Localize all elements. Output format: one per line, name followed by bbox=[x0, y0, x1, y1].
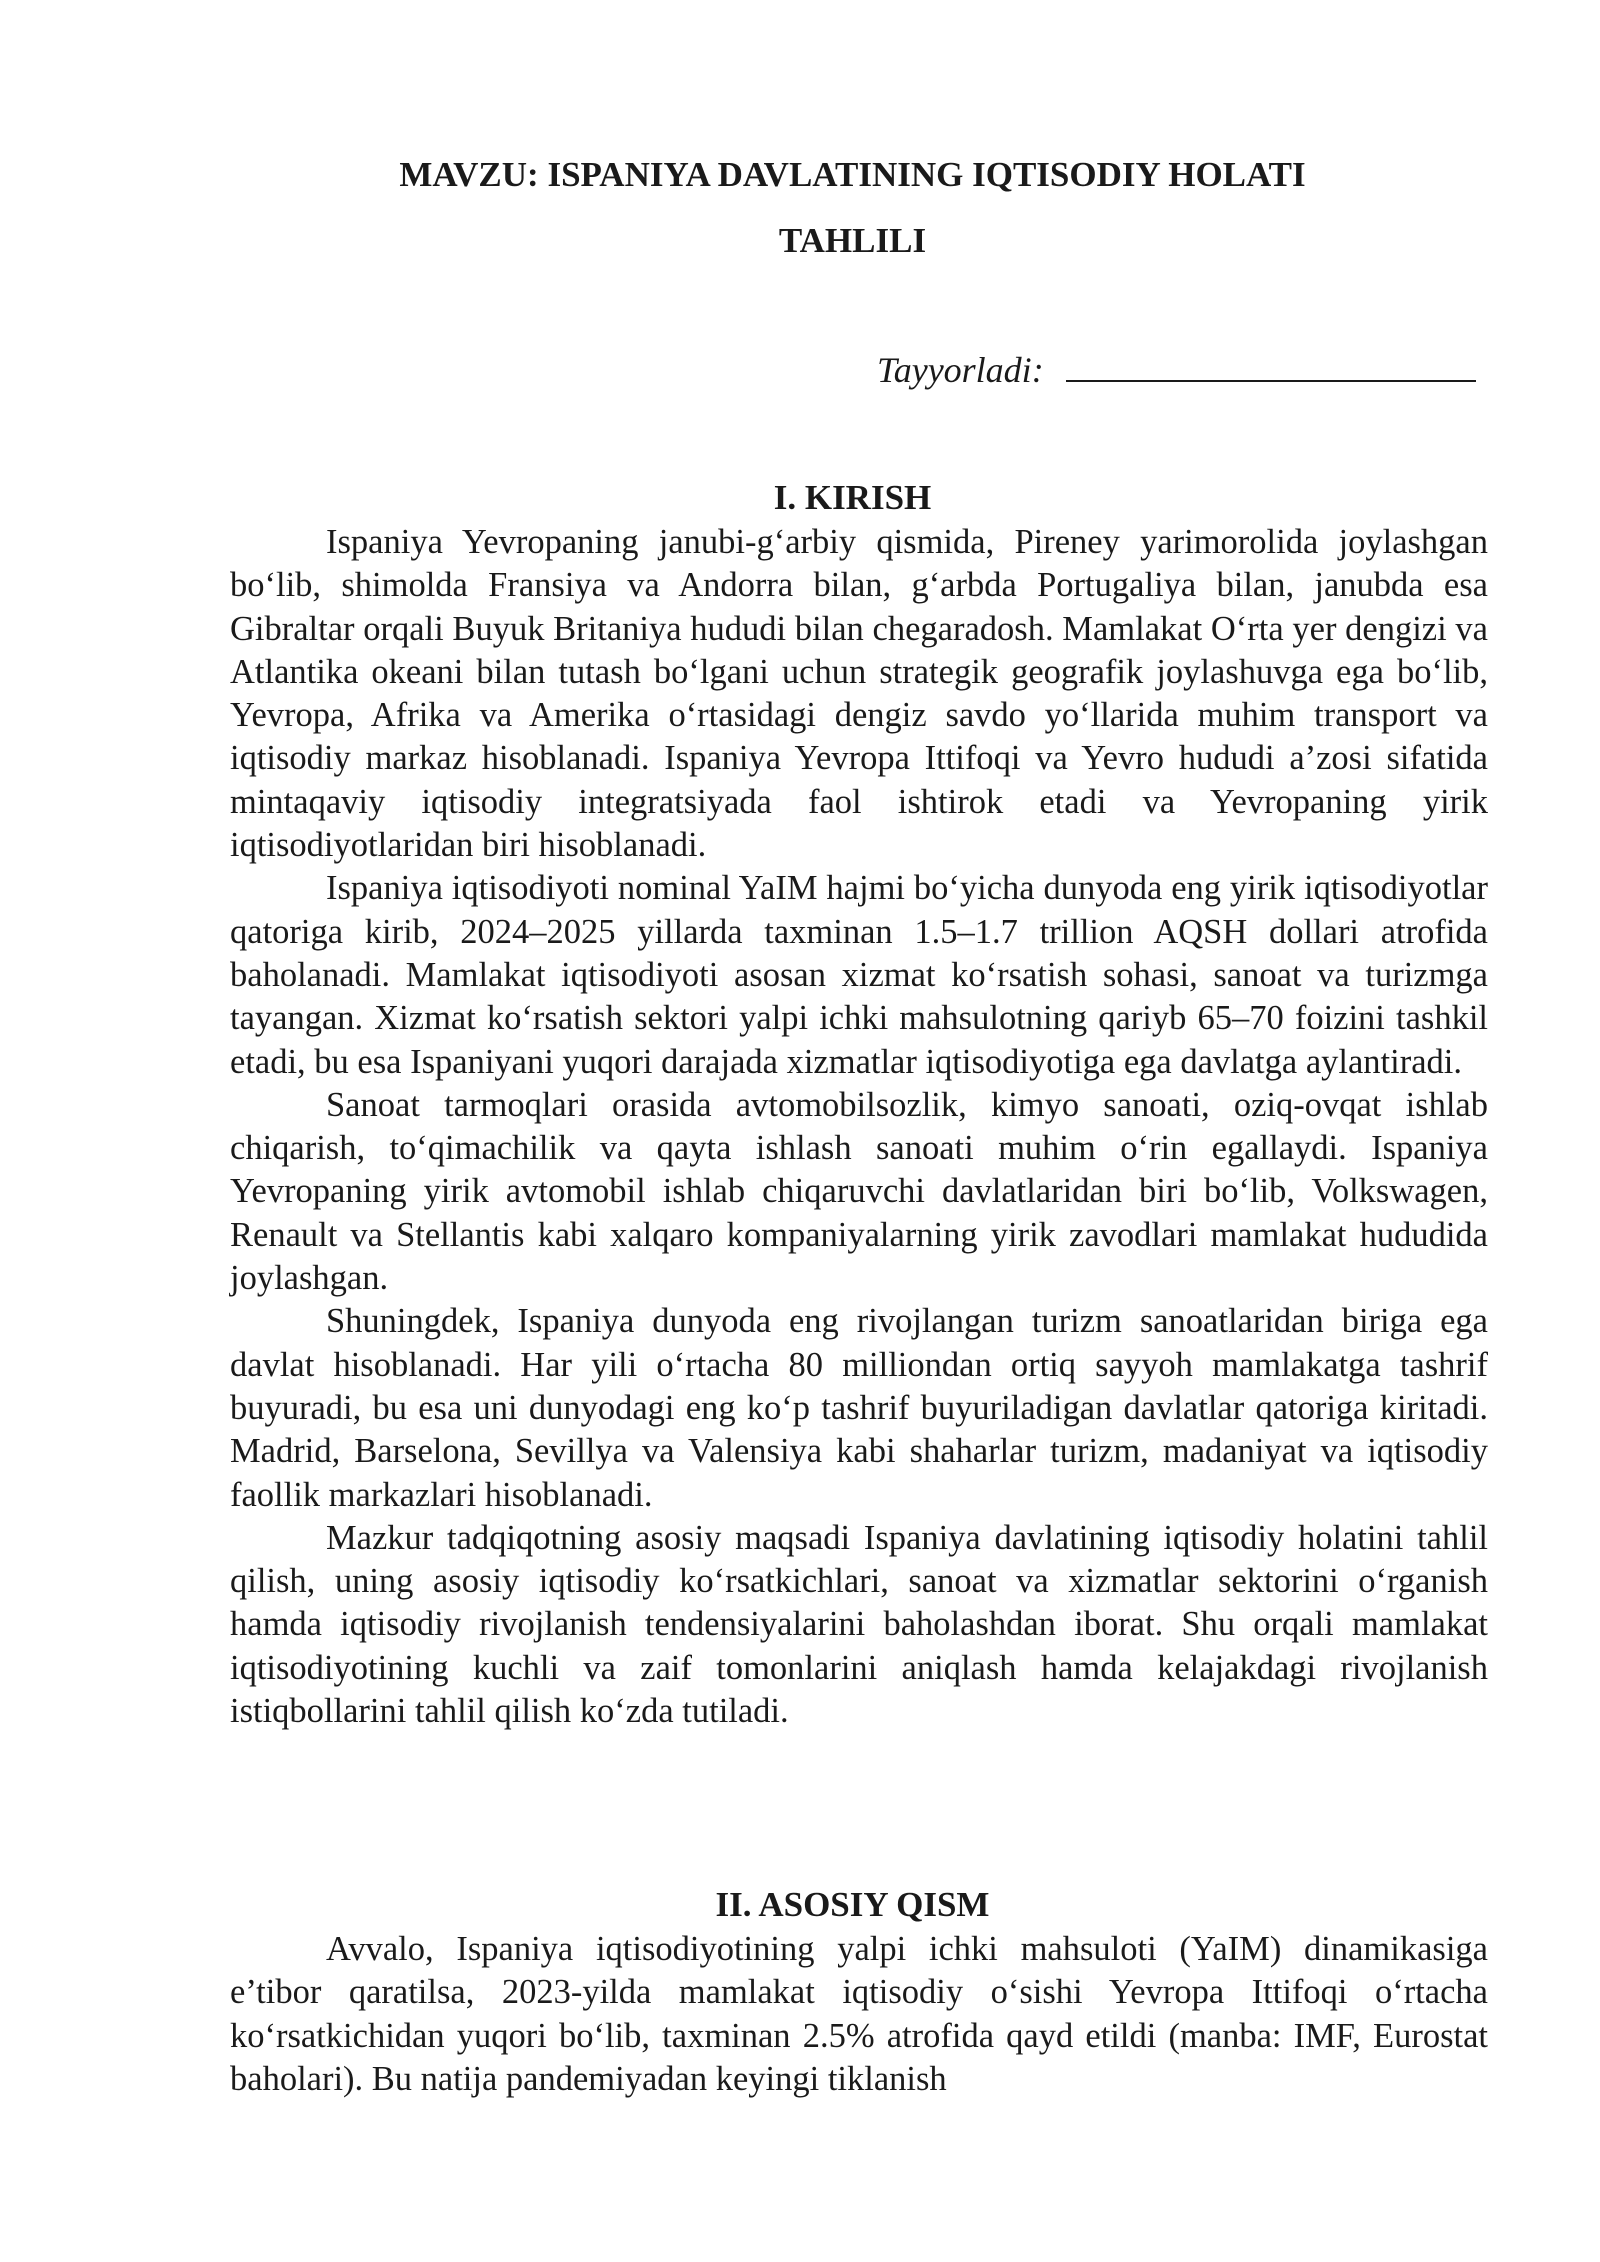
paragraph: Sanoat tarmoqlari orasida avtomobilsozlik, kimyo sanoati, oziq-ovqat ishlab chiqarish, to‘qimachilik va qayta ishlash sanoati muhim o‘rin egallaydi. Ispaniya Yevropaning yirik avtomobil ishlab chiqaruvchi davlatlaridan biri bo‘lib, Volkswagen, Renault va Stellantis kabi xalqaro kompaniyalarning yirik zavodlari mamlakat hududida joylashgan. bbox=[230, 1085, 1488, 1298]
prepared-by-label: Tayyorladi: bbox=[877, 350, 1044, 390]
paragraph: Avvalo, Ispaniya iqtisodiyotining yalpi ichki mahsuloti (YaIM) dinamikasiga e’tibor qaratilsa, 2023-yilda mamlakat iqtisodiy o‘sishi Yevropa Ittifoqi o‘rtacha ko‘rsatkichidan yuqori bo‘lib, taxminan 2.5% atrofida qayd etildi (manba: IMF, Eurostat baholari). Bu natija pandemiyadan keyingi tiklanish bbox=[230, 1930, 1488, 2098]
paragraph: Mazkur tadqiqotning asosiy maqsadi Ispaniya davlatining iqtisodiy holatini tahlil qilish, uning asosiy iqtisodiy ko‘rsatkichlari, sanoat va xizmatlar sektorini o‘rganish hamda iqtisodiy rivojlanish tendensiyalarini baholashdan iborat. Shu orqali mamlakat iqtisodiyotining kuchli va zaif tomonlarini aniqlash hamda kelajakdagi rivojlanish istiqbollarini tahlil qilish ko‘zda tutiladi. bbox=[230, 1518, 1488, 1731]
section-heading-introduction: I. KIRISH bbox=[773, 478, 932, 517]
section-body-introduction bbox=[230, 521, 1488, 1733]
paragraph: Shuningdek, Ispaniya dunyoda eng rivojlangan turizm sanoatlaridan biriga ega davlat hisoblanadi. Har yili o‘rtacha 80 milliondan ortiq sayyoh mamlakatga tashrif buyuradi, bu esa uni dunyodagi eng ko‘p tashrif buyuriladigan davlatlar qatoriga kiritadi. Madrid, Barselona, Sevillya va Valensiya kabi shaharlar turizm, madaniyat va iqtisodiy faollik markazlari hisoblanadi. bbox=[230, 1302, 1488, 1514]
document-title-line-2: TAHLILI bbox=[778, 221, 927, 260]
section-heading-main-part: II. ASOSIY QISM bbox=[715, 1885, 990, 1924]
paragraph: Ispaniya Yevropaning janubi-g‘arbiy qismida, Pireney yarimorolida joylashgan bo‘lib, shimolda Fransiya va Andorra bilan, g‘arbda Portugaliya bilan, janubda esa Gibraltar orqali Buyuk Britaniya hududi bilan chegaradosh. Mamlakat O‘rta yer dengizi va Atlantika okeani bilan tutash bo‘lgani uchun strategik geografik joylashuvga ega bo‘lib, Yevropa, Afrika va Amerika o‘rtasidagi dengiz savdo yo‘llarida muhim transport va iqtisodiy markaz hisoblanadi. Ispaniya Yevropa Ittifoqi va Yevro hududi a’zosi sifatida mintaqaviy iqtisodiy integratsiyada faol ishtirok etadi va Yevropaning yirik iqtisodiyotlaridan biri hisoblanadi. bbox=[230, 523, 1488, 865]
section-body-main-part bbox=[230, 1928, 1488, 2101]
prepared-by-line bbox=[877, 340, 1476, 396]
paragraph: Ispaniya iqtisodiyoti nominal YaIM hajmi bo‘yicha dunyoda eng yirik iqtisodiyotlar qatoriga kirib, 2024–2025 yillarda taxminan 1.5–1.7 trillion AQSH dollari atrofida baholanadi. Mamlakat iqtisodiyoti asosan xizmat ko‘rsatish sohasi, sanoat va turizmga tayangan. Xizmat ko‘rsatish sektori yalpi ichki mahsulotning qariyb 65–70 foizini tashkil etadi, bu esa Ispaniyani yuqori darajada xizmatlar iqtisodiyotiga ega davlatga aylantiradi. bbox=[230, 869, 1488, 1081]
document-title-line-1: MAVZU: ISPANIYA DAVLATINING IQTISODIY HOLATI bbox=[399, 155, 1306, 194]
prepared-by-blank-line bbox=[1066, 340, 1476, 382]
